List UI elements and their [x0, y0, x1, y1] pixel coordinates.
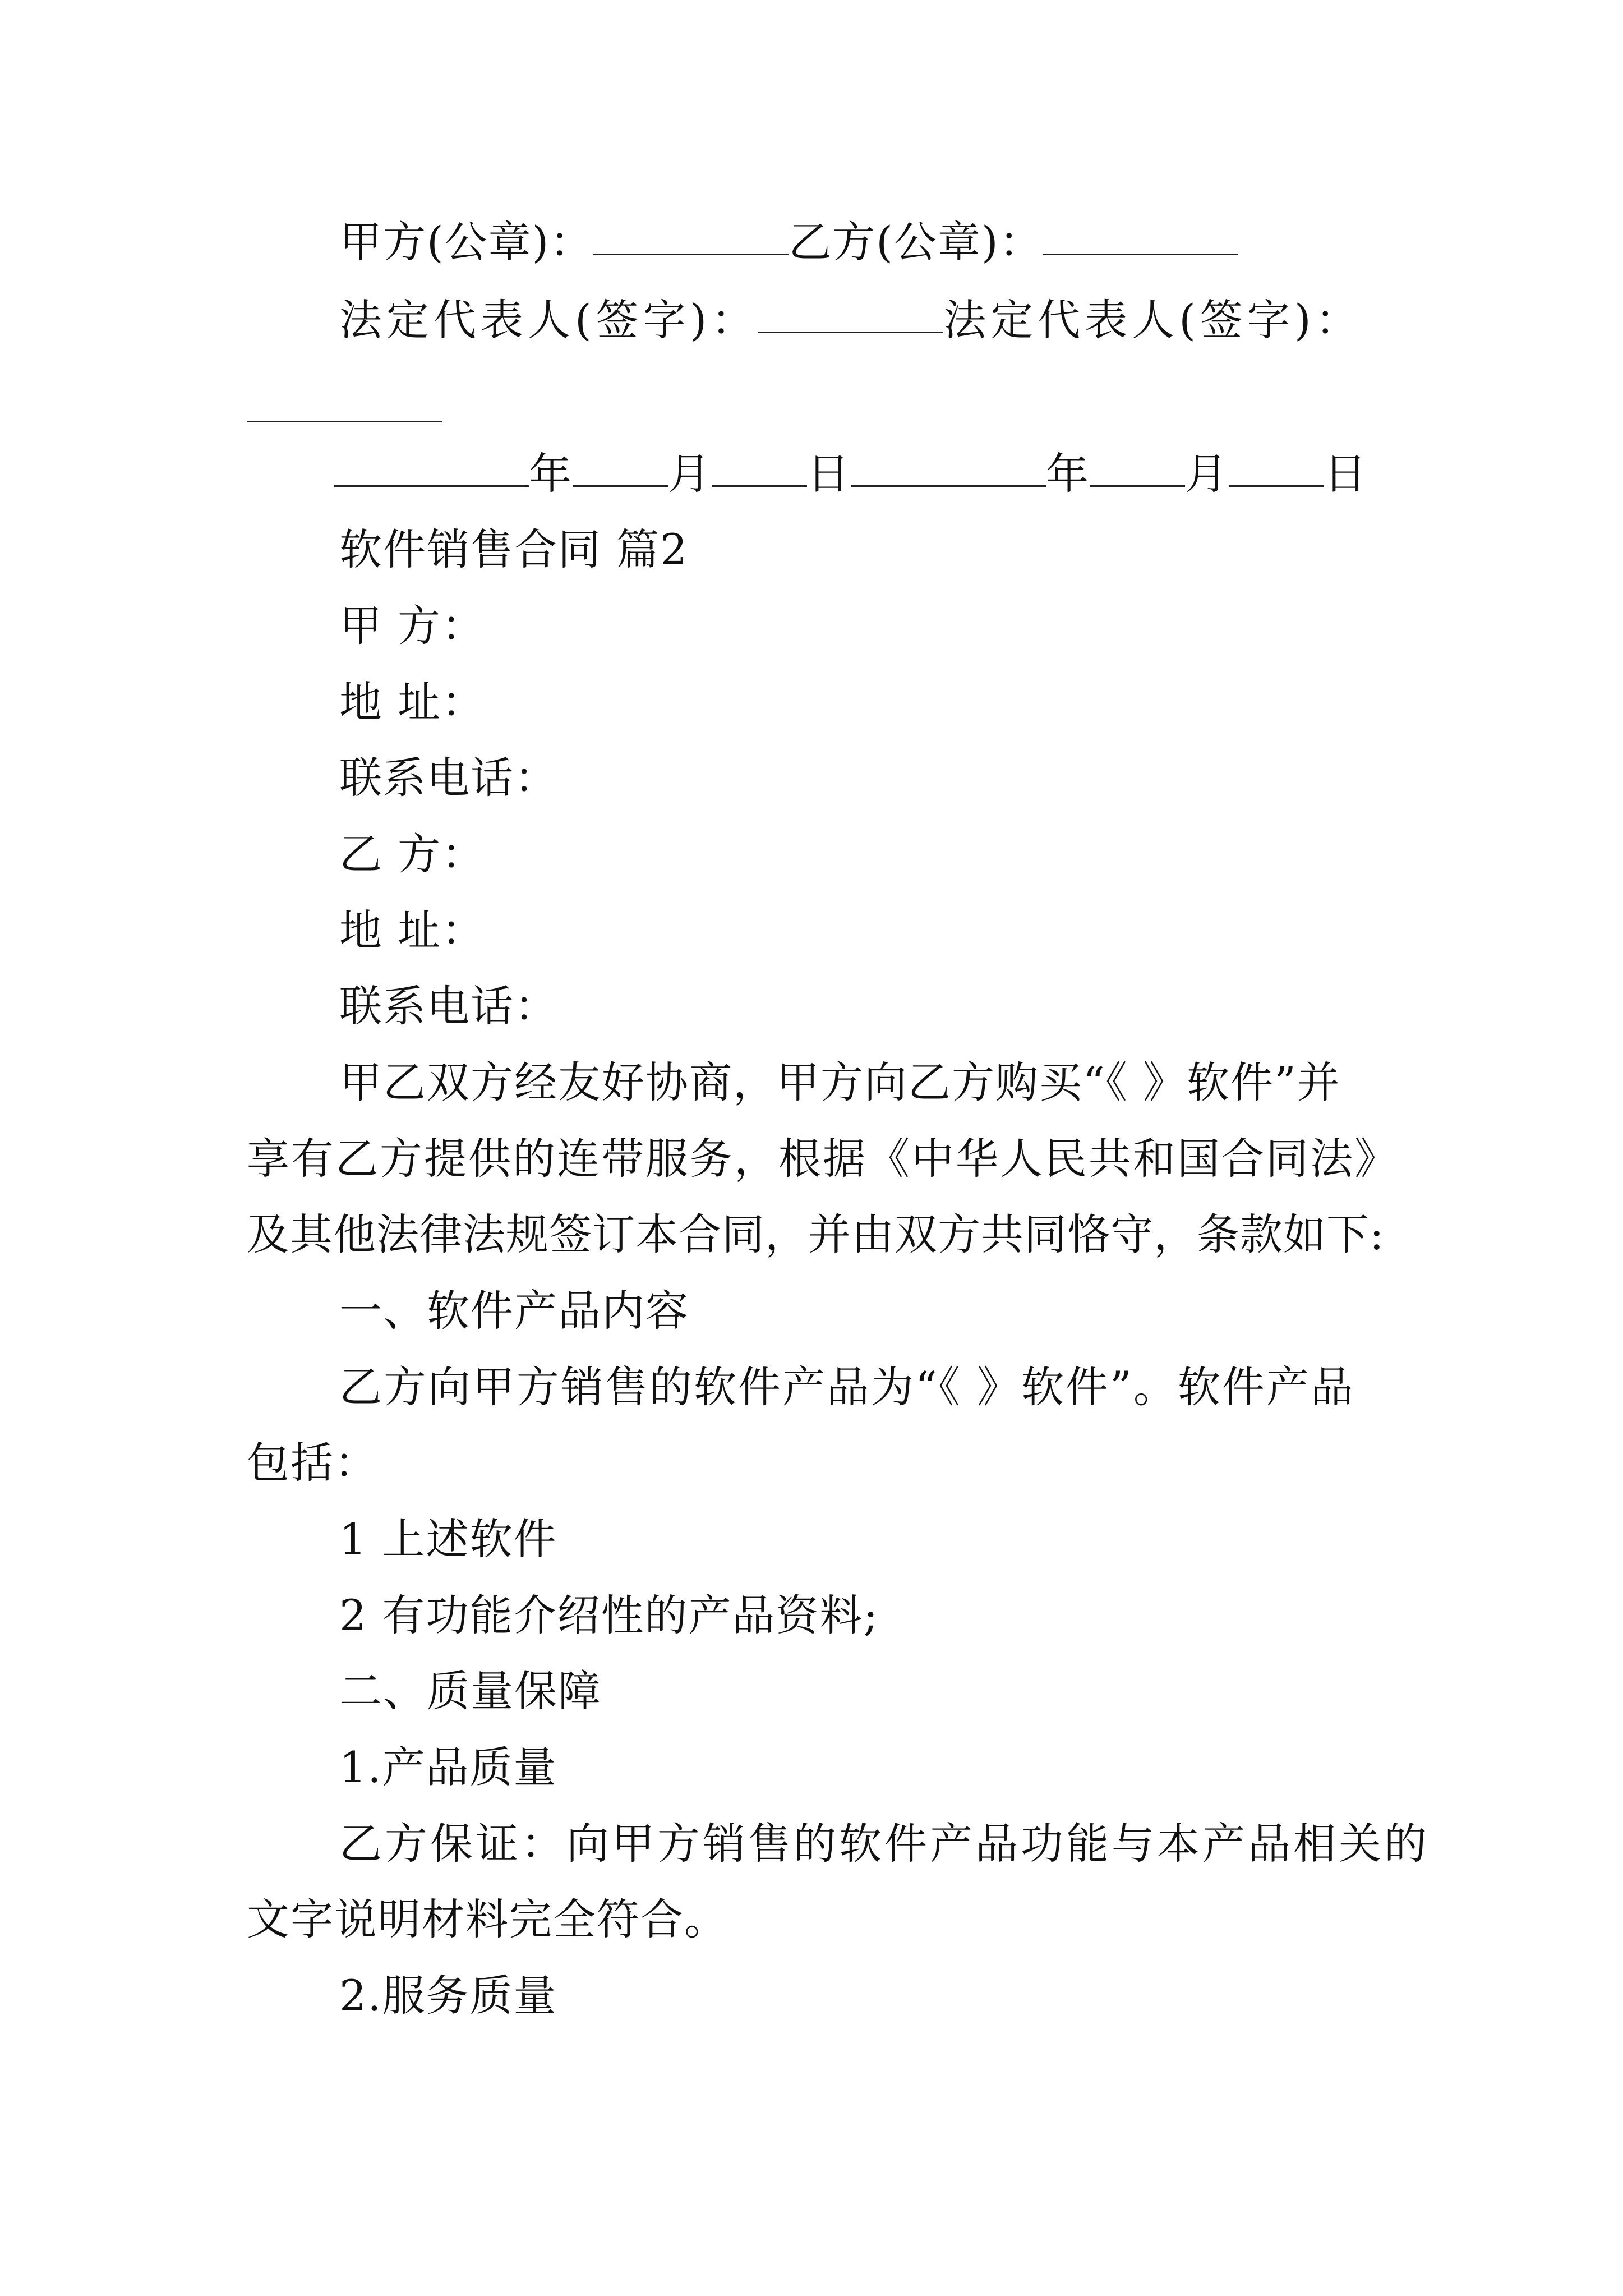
- heading-quality: 二、质量保障: [339, 1666, 602, 1716]
- subheading-service-quality: 2.服务质量: [339, 1971, 557, 2021]
- party-b-label: 乙 方：: [339, 829, 486, 879]
- address-b-label: 地 址：: [339, 905, 486, 955]
- party-a-label: 甲 方：: [339, 601, 486, 651]
- heading-software-content: 一、软件产品内容: [339, 1286, 689, 1336]
- date-b-month-blank: [1090, 446, 1185, 487]
- software-paragraph-line-2: 包括：: [247, 1438, 378, 1488]
- rep-b-label: 法定代表人(签字)：: [943, 295, 1363, 345]
- date-b-day: 日: [1324, 449, 1368, 499]
- date-b-year-blank: [851, 446, 1046, 487]
- date-b-day-blank: [1229, 446, 1324, 487]
- quality-paragraph-line-1: 乙方保证：向甲方销售的软件产品功能与本产品相关的: [339, 1819, 1430, 1869]
- date-a-day: 日: [807, 449, 851, 499]
- quality-paragraph-line-2: 文字说明材料完全符合。: [247, 1894, 728, 1944]
- section-title: 软件销售合同 篇2: [339, 524, 689, 574]
- date-a-year: 年: [529, 449, 573, 499]
- date-a-month-blank: [573, 446, 668, 487]
- software-paragraph-line-1: 乙方向甲方销售的软件产品为“《 》软件”。软件产品: [339, 1362, 1355, 1412]
- list-item-software: 1 上述软件: [339, 1514, 557, 1564]
- date-b-year: 年: [1046, 449, 1090, 499]
- date-a-day-blank: [712, 446, 807, 487]
- intro-paragraph-line-2: 享有乙方提供的连带服务，根据《中华人民共和国合同法》: [247, 1134, 1399, 1184]
- date-a-year-blank: [334, 446, 529, 487]
- party-b-seal-blank: [1043, 214, 1238, 255]
- intro-paragraph-line-3: 及其他法律法规签订本合同，并由双方共同恪守，条款如下:: [247, 1209, 1385, 1259]
- phone-b-label: 联系电话：: [339, 981, 558, 1031]
- rep-a-blank: [758, 292, 943, 333]
- phone-a-label: 联系电话：: [339, 753, 558, 803]
- intro-paragraph-line-1: 甲乙双方经友好协商，甲方向乙方购买“《 》软件”并: [339, 1057, 1341, 1107]
- representative-line: [339, 292, 1363, 348]
- rep-a-label: 法定代表人(签字)：: [339, 295, 759, 345]
- date-line: [334, 446, 1368, 502]
- list-item-materials: 2 有功能介绍性的产品资料;: [339, 1590, 879, 1640]
- rep-b-blank: [247, 387, 442, 422]
- date-a-month: 月: [668, 449, 712, 499]
- party-a-seal-blank: [593, 214, 789, 255]
- date-b-month: 月: [1185, 449, 1229, 499]
- address-a-label: 地 址：: [339, 677, 486, 727]
- party-b-seal-label: 乙方(公章)：: [789, 217, 1043, 267]
- seal-line: [339, 214, 1238, 270]
- party-a-seal-label: 甲方(公章)：: [339, 217, 594, 267]
- subheading-product-quality: 1.产品质量: [339, 1742, 557, 1792]
